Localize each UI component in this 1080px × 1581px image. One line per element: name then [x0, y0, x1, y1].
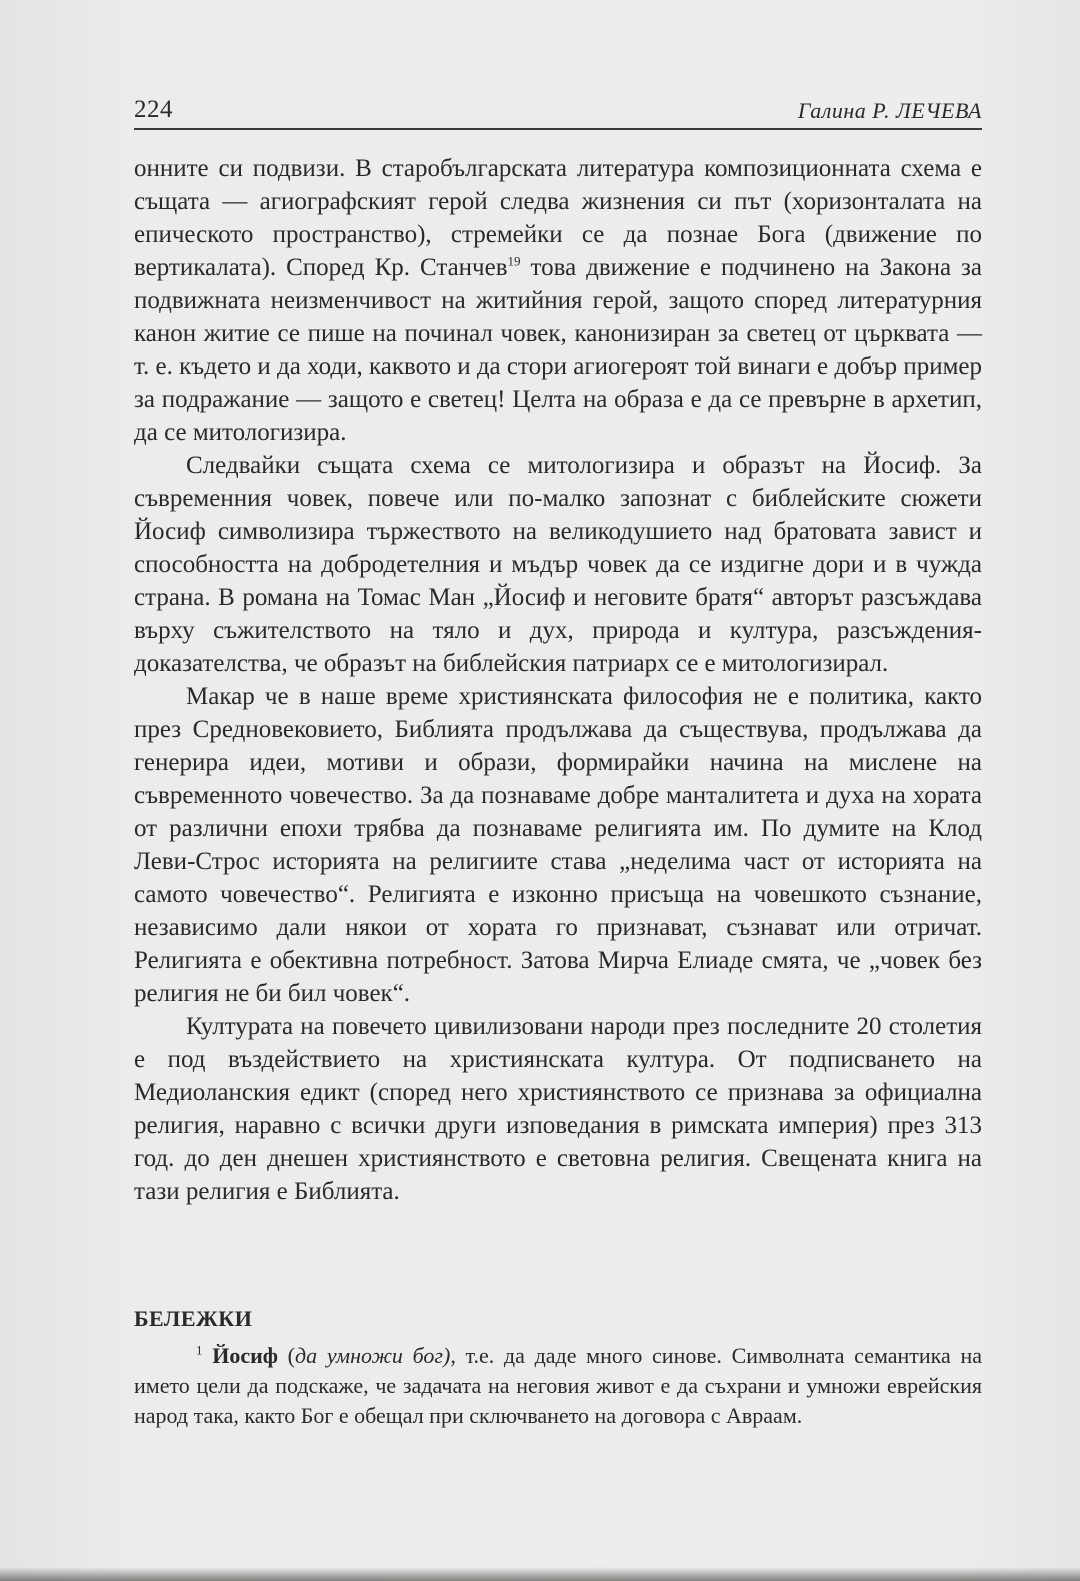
footnote-1 — [134, 1341, 982, 1431]
body-text — [134, 152, 982, 1208]
footnote-term: Йосиф — [212, 1343, 278, 1368]
footnote-ref-19: 19 — [507, 253, 521, 269]
paragraph-3: Макар че в наше време християнската философия не е политика, както през Средновековието, Библията продължава да съществува, продължава да генерира идеи, мотиви и образи, формирайки начина на мислене на съвременното човечество. За да познаваме добре манталитета и духа на хората от различни епохи трябва да познаваме религията им. По думите на Клод Леви-Строс историята на религиите става „неделима част от историята на самото човечество“. Религията е изконно присъща на човешкото съзнание, независимо дали някои от хората го признават, съзнават или отричат. Религията е обективна потребност. Затова Мирча Елиаде смята, че „човек без религия не би бил човек“. — [134, 683, 982, 1007]
page-number: 224 — [134, 96, 173, 123]
page-bottom-edge — [0, 1567, 1080, 1581]
footnote-text: , т.е. да даде много синове. Символната семантика на името цели да подскаже, че задачата на неговия живот е да съхрани и умножи еврейския народ така, както Бог е обещал при сключването на договора с Авраам. — [134, 1343, 983, 1428]
footnote-gloss-open: ( — [277, 1343, 296, 1368]
header-rule — [134, 128, 982, 130]
running-head-author: Галина Р. ЛЕЧЕВА — [797, 98, 982, 123]
paragraph-2: Следвайки същата схема се митологизира и образът на Йосиф. За съвременния човек, повече или по-малко запознат с библейските сюжети Йосиф символизира тържеството на великодушието над братовата завист и способността на добродетелния и мъдър човек да се издигне дори и в чужда страна. В романа на Томас Ман „Йосиф и неговите братя“ авторът разсъждава върху съжителството на тяло и дух, природа и култура, разсъждения-доказателства, че образът на библейския патриарх се е митологизирал. — [134, 452, 982, 677]
notes-heading: БЕЛЕЖКИ — [134, 1306, 253, 1331]
paragraph-1 — [134, 152, 982, 449]
paragraph-4: Културата на повечето цивилизовани народи през последните 20 столетия е под въздействието на християнската култура. От подписването на Медиоланския едикт (според него християнството се признава за официална религия, наравно с всички други изповедания в римската империя) през 313 год. до ден днешен християнството е световна религия. Свещената книга на тази религия е Библията. — [134, 1013, 982, 1205]
paragraph-1-rest: това движение е подчинено на Закона за подвижната неизменчивост на житийния герой, защото според литературния канон житие се пише на починал човек, канонизиран за светец от църквата — т. е. където и да ходи, каквото и да стори агиогероят той винаги е добър пример за подражание — защото е светец! Целта на образа е да се превърне в архетип, да се митологизира. — [134, 254, 982, 446]
page-header — [134, 96, 982, 126]
paragraph-1-text: онните си подвизи. В старобългарската литература композиционната схема е същата — агиографският герой следва жизнения си път (хоризонталата на епическото пространство), стремейки се да познае Бога (движение по вертикалата). Според Кр. Станчев — [134, 155, 982, 281]
footnote-gloss: да умножи бог) — [295, 1343, 451, 1368]
footnote-number: 1 — [196, 1342, 203, 1358]
